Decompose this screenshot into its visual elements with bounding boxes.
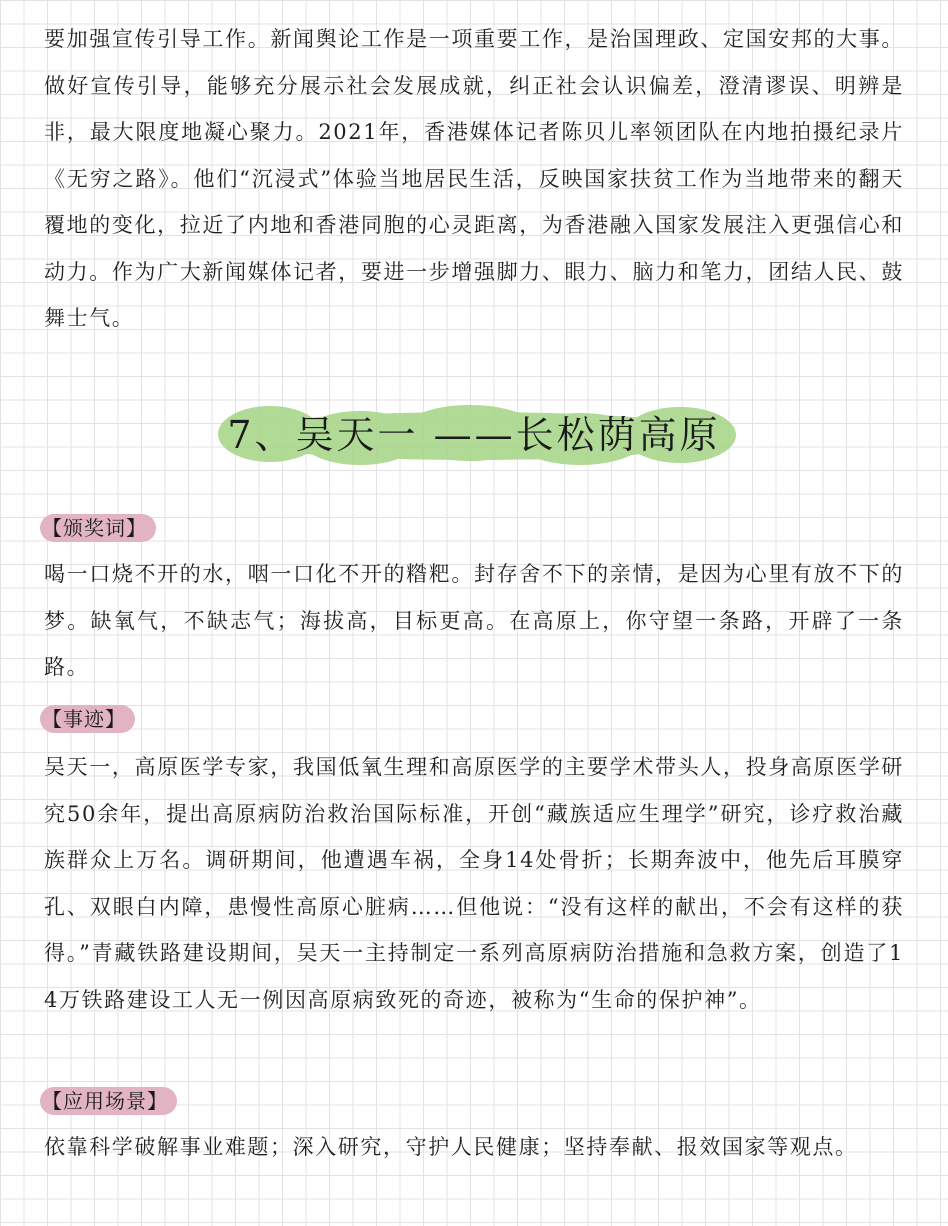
deeds-text: 吴天一，高原医学专家，我国低氧生理和高原医学的主要学术带头人，投身高原医学研究50余年，提出高原病防治救治国际标准，开创“藏族适应生理学”研究，诊疗救治藏族群众上万名。调研期间，他遭遇车祸，全身14处骨折；长期奔波中，他先后耳膜穿孔、双眼白内障，患慢性高原心脏病……但他说：“没有这样的献出，不会有这样的获得。”青藏铁路建设期间，吴天一主持制定一系列高原病防治措施和急救方案，创造了14万铁路建设工人无一例因高原病致死的奇迹，被称为“生命的保护神”。 xyxy=(44,755,904,1012)
award-speech-tag: 【颁奖词】 xyxy=(40,514,156,542)
intro-paragraph: 要加强宣传引导工作。新闻舆论工作是一项重要工作，是治国理政、定国安邦的大事。做好宣传引导，能够充分展示社会发展成就，纠正社会认识偏差，澄清谬误、明辨是非，最大限度地凝心聚力。2021年，香港媒体记者陈贝儿率领团队在内地拍摄纪录片《无穷之路》。他们“沉浸式”体验当地居民生活，反映国家扶贫工作为当地带来的翻天覆地的变化，拉近了内地和香港同胞的心灵距离，为香港融入国家发展注入更强信心和动力。作为广大新闻媒体记者，要进一步增强脚力、眼力、脑力和笔力，团结人民、鼓舞士气。 xyxy=(44,27,904,330)
section-heading xyxy=(0,400,948,470)
award-speech-text: 喝一口烧不开的水，咽一口化不开的糌粑。封存舍不下的亲情，是因为心里有放不下的梦。缺氧气，不缺志气；海拔高，目标更高。在高原上，你守望一条路，开辟了一条路。 xyxy=(44,562,904,679)
usage-scenario-tag: 【应用场景】 xyxy=(40,1087,177,1115)
section-title: 7、吴天一 ——长松荫高原 xyxy=(227,413,721,457)
usage-scenario-text: 依靠科学破解事业难题；深入研究，守护人民健康；坚持奉献、报效国家等观点。 xyxy=(44,1135,858,1159)
deeds-tag: 【事迹】 xyxy=(40,705,135,733)
